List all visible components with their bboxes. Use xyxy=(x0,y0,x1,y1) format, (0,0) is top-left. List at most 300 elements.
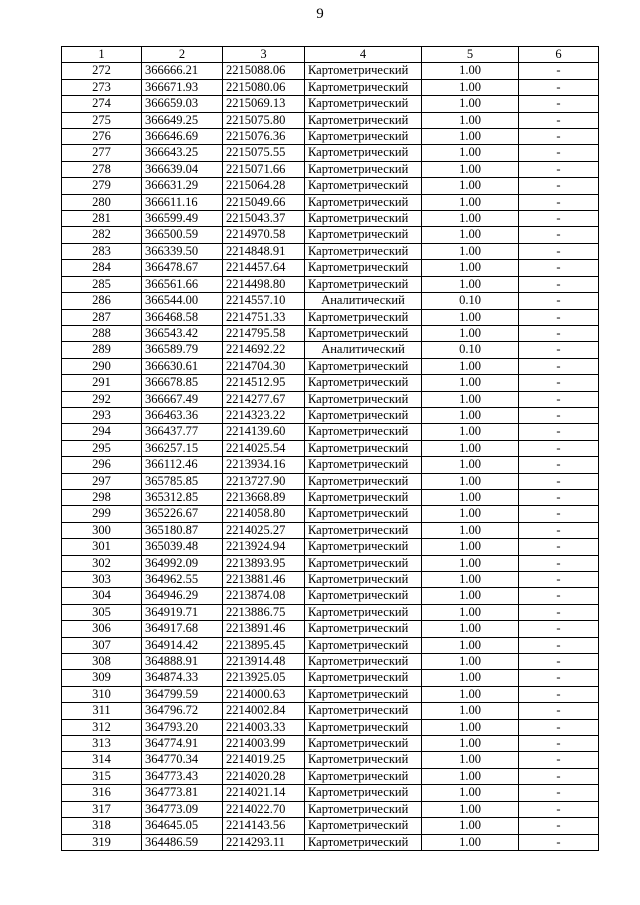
cell-point-number: 310 xyxy=(62,686,142,702)
cell-note: - xyxy=(519,96,599,112)
cell-note: - xyxy=(519,555,599,571)
cell-point-number: 287 xyxy=(62,309,142,325)
cell-accuracy: 1.00 xyxy=(422,572,519,588)
cell-method: Картометрический xyxy=(305,539,422,555)
cell-accuracy: 1.00 xyxy=(422,489,519,505)
cell-accuracy: 1.00 xyxy=(422,539,519,555)
cell-note: - xyxy=(519,211,599,227)
cell-method: Картометрический xyxy=(305,129,422,145)
cell-point-number: 312 xyxy=(62,719,142,735)
header-col-6: 6 xyxy=(519,47,599,63)
table-row xyxy=(62,572,599,588)
table-row xyxy=(62,621,599,637)
cell-method: Картометрический xyxy=(305,79,422,95)
table-row xyxy=(62,391,599,407)
cell-y-coordinate: 2213886.75 xyxy=(223,604,305,620)
cell-point-number: 302 xyxy=(62,555,142,571)
table-row xyxy=(62,670,599,686)
cell-note: - xyxy=(519,637,599,653)
cell-point-number: 293 xyxy=(62,407,142,423)
table-row xyxy=(62,736,599,752)
cell-note: - xyxy=(519,194,599,210)
cell-accuracy: 1.00 xyxy=(422,506,519,522)
cell-method: Картометрический xyxy=(305,325,422,341)
cell-note: - xyxy=(519,457,599,473)
cell-y-coordinate: 2214143.56 xyxy=(223,818,305,834)
cell-accuracy: 1.00 xyxy=(422,588,519,604)
cell-point-number: 317 xyxy=(62,801,142,817)
table-row xyxy=(62,768,599,784)
cell-accuracy: 1.00 xyxy=(422,654,519,670)
cell-x-coordinate: 364919.71 xyxy=(142,604,223,620)
cell-note: - xyxy=(519,309,599,325)
cell-x-coordinate: 364874.33 xyxy=(142,670,223,686)
cell-x-coordinate: 366468.58 xyxy=(142,309,223,325)
cell-y-coordinate: 2214557.10 xyxy=(223,293,305,309)
cell-point-number: 307 xyxy=(62,637,142,653)
cell-accuracy: 1.00 xyxy=(422,96,519,112)
table-row xyxy=(62,96,599,112)
cell-x-coordinate: 366463.36 xyxy=(142,407,223,423)
table-row xyxy=(62,194,599,210)
cell-x-coordinate: 364992.09 xyxy=(142,555,223,571)
cell-method: Картометрический xyxy=(305,604,422,620)
cell-accuracy: 1.00 xyxy=(422,194,519,210)
cell-accuracy: 1.00 xyxy=(422,555,519,571)
cell-note: - xyxy=(519,736,599,752)
table-row xyxy=(62,424,599,440)
cell-point-number: 290 xyxy=(62,358,142,374)
cell-x-coordinate: 366257.15 xyxy=(142,440,223,456)
cell-y-coordinate: 2214512.95 xyxy=(223,375,305,391)
cell-accuracy: 1.00 xyxy=(422,211,519,227)
cell-x-coordinate: 365180.87 xyxy=(142,522,223,538)
cell-method: Картометрический xyxy=(305,424,422,440)
cell-accuracy: 1.00 xyxy=(422,276,519,292)
cell-point-number: 303 xyxy=(62,572,142,588)
cell-point-number: 291 xyxy=(62,375,142,391)
cell-note: - xyxy=(519,161,599,177)
cell-x-coordinate: 364962.55 xyxy=(142,572,223,588)
cell-x-coordinate: 366631.29 xyxy=(142,178,223,194)
cell-point-number: 294 xyxy=(62,424,142,440)
cell-x-coordinate: 366639.04 xyxy=(142,161,223,177)
cell-x-coordinate: 364946.29 xyxy=(142,588,223,604)
cell-method: Картометрический xyxy=(305,358,422,374)
cell-note: - xyxy=(519,440,599,456)
cell-point-number: 316 xyxy=(62,785,142,801)
cell-y-coordinate: 2215071.66 xyxy=(223,161,305,177)
cell-y-coordinate: 2214003.33 xyxy=(223,719,305,735)
cell-x-coordinate: 366611.16 xyxy=(142,194,223,210)
table-row xyxy=(62,276,599,292)
cell-method: Картометрический xyxy=(305,440,422,456)
cell-x-coordinate: 364799.59 xyxy=(142,686,223,702)
table-row xyxy=(62,604,599,620)
cell-method: Аналитический xyxy=(305,342,422,358)
cell-point-number: 297 xyxy=(62,473,142,489)
cell-accuracy: 1.00 xyxy=(422,801,519,817)
cell-y-coordinate: 2214139.60 xyxy=(223,424,305,440)
cell-y-coordinate: 2214323.22 xyxy=(223,407,305,423)
cell-y-coordinate: 2214457.64 xyxy=(223,260,305,276)
cell-point-number: 275 xyxy=(62,112,142,128)
cell-y-coordinate: 2214022.70 xyxy=(223,801,305,817)
cell-point-number: 315 xyxy=(62,768,142,784)
cell-y-coordinate: 2214704.30 xyxy=(223,358,305,374)
cell-y-coordinate: 2214000.63 xyxy=(223,686,305,702)
table-row xyxy=(62,325,599,341)
cell-note: - xyxy=(519,506,599,522)
cell-method: Картометрический xyxy=(305,489,422,505)
table-row xyxy=(62,506,599,522)
cell-accuracy: 1.00 xyxy=(422,686,519,702)
header-col-3: 3 xyxy=(223,47,305,63)
cell-method: Картометрический xyxy=(305,785,422,801)
cell-x-coordinate: 364773.43 xyxy=(142,768,223,784)
cell-x-coordinate: 365226.67 xyxy=(142,506,223,522)
cell-method: Картометрический xyxy=(305,63,422,79)
cell-method: Картометрический xyxy=(305,112,422,128)
cell-point-number: 299 xyxy=(62,506,142,522)
cell-accuracy: 1.00 xyxy=(422,637,519,653)
cell-method: Картометрический xyxy=(305,703,422,719)
cell-y-coordinate: 2214970.58 xyxy=(223,227,305,243)
table-row xyxy=(62,818,599,834)
cell-point-number: 300 xyxy=(62,522,142,538)
table-row xyxy=(62,440,599,456)
cell-accuracy: 1.00 xyxy=(422,260,519,276)
table-row xyxy=(62,785,599,801)
cell-note: - xyxy=(519,654,599,670)
cell-method: Картометрический xyxy=(305,719,422,735)
cell-point-number: 319 xyxy=(62,834,142,850)
coordinates-table xyxy=(61,46,599,851)
cell-accuracy: 1.00 xyxy=(422,473,519,489)
cell-accuracy: 1.00 xyxy=(422,112,519,128)
table-row xyxy=(62,211,599,227)
cell-accuracy: 1.00 xyxy=(422,457,519,473)
cell-y-coordinate: 2214692.22 xyxy=(223,342,305,358)
cell-point-number: 280 xyxy=(62,194,142,210)
cell-note: - xyxy=(519,834,599,850)
cell-y-coordinate: 2214019.25 xyxy=(223,752,305,768)
cell-method: Картометрический xyxy=(305,752,422,768)
cell-accuracy: 1.00 xyxy=(422,719,519,735)
cell-x-coordinate: 366112.46 xyxy=(142,457,223,473)
cell-note: - xyxy=(519,539,599,555)
cell-point-number: 272 xyxy=(62,63,142,79)
table-row xyxy=(62,703,599,719)
cell-note: - xyxy=(519,342,599,358)
cell-point-number: 308 xyxy=(62,654,142,670)
cell-note: - xyxy=(519,407,599,423)
cell-note: - xyxy=(519,801,599,817)
table-row xyxy=(62,473,599,489)
cell-method: Картометрический xyxy=(305,211,422,227)
cell-point-number: 304 xyxy=(62,588,142,604)
cell-point-number: 309 xyxy=(62,670,142,686)
header-col-5: 5 xyxy=(422,47,519,63)
table-row xyxy=(62,79,599,95)
table-row xyxy=(62,293,599,309)
table-row xyxy=(62,112,599,128)
cell-accuracy: 1.00 xyxy=(422,178,519,194)
cell-note: - xyxy=(519,703,599,719)
table-row xyxy=(62,243,599,259)
cell-y-coordinate: 2215075.55 xyxy=(223,145,305,161)
cell-x-coordinate: 366437.77 xyxy=(142,424,223,440)
cell-accuracy: 1.00 xyxy=(422,325,519,341)
table-row xyxy=(62,145,599,161)
cell-x-coordinate: 366500.59 xyxy=(142,227,223,243)
cell-method: Картометрический xyxy=(305,243,422,259)
cell-method: Картометрический xyxy=(305,801,422,817)
cell-x-coordinate: 365785.85 xyxy=(142,473,223,489)
cell-method: Картометрический xyxy=(305,686,422,702)
table-row xyxy=(62,522,599,538)
cell-method: Аналитический xyxy=(305,293,422,309)
cell-point-number: 286 xyxy=(62,293,142,309)
table-row xyxy=(62,260,599,276)
table-row xyxy=(62,358,599,374)
table-row xyxy=(62,555,599,571)
cell-x-coordinate: 366544.00 xyxy=(142,293,223,309)
table-row xyxy=(62,834,599,850)
cell-method: Картометрический xyxy=(305,572,422,588)
page-number: 9 xyxy=(316,6,324,22)
cell-accuracy: 1.00 xyxy=(422,161,519,177)
cell-note: - xyxy=(519,358,599,374)
cell-point-number: 313 xyxy=(62,736,142,752)
table-row xyxy=(62,686,599,702)
cell-y-coordinate: 2214293.11 xyxy=(223,834,305,850)
cell-point-number: 283 xyxy=(62,243,142,259)
cell-method: Картометрический xyxy=(305,309,422,325)
cell-accuracy: 1.00 xyxy=(422,768,519,784)
cell-y-coordinate: 2215069.13 xyxy=(223,96,305,112)
cell-y-coordinate: 2215049.66 xyxy=(223,194,305,210)
cell-accuracy: 1.00 xyxy=(422,736,519,752)
cell-method: Картометрический xyxy=(305,260,422,276)
cell-x-coordinate: 364914.42 xyxy=(142,637,223,653)
cell-note: - xyxy=(519,473,599,489)
cell-point-number: 292 xyxy=(62,391,142,407)
cell-point-number: 284 xyxy=(62,260,142,276)
header-col-1: 1 xyxy=(62,47,142,63)
cell-method: Картометрический xyxy=(305,834,422,850)
cell-method: Картометрический xyxy=(305,161,422,177)
cell-point-number: 282 xyxy=(62,227,142,243)
cell-note: - xyxy=(519,178,599,194)
cell-point-number: 278 xyxy=(62,161,142,177)
cell-point-number: 301 xyxy=(62,539,142,555)
cell-y-coordinate: 2213727.90 xyxy=(223,473,305,489)
table-row xyxy=(62,654,599,670)
cell-point-number: 295 xyxy=(62,440,142,456)
cell-y-coordinate: 2214848.91 xyxy=(223,243,305,259)
cell-x-coordinate: 366678.85 xyxy=(142,375,223,391)
cell-point-number: 288 xyxy=(62,325,142,341)
cell-accuracy: 1.00 xyxy=(422,752,519,768)
cell-x-coordinate: 364773.09 xyxy=(142,801,223,817)
table-body xyxy=(62,63,599,851)
cell-method: Картометрический xyxy=(305,276,422,292)
cell-note: - xyxy=(519,686,599,702)
cell-method: Картометрический xyxy=(305,457,422,473)
cell-y-coordinate: 2214021.14 xyxy=(223,785,305,801)
cell-accuracy: 1.00 xyxy=(422,358,519,374)
cell-x-coordinate: 364888.91 xyxy=(142,654,223,670)
cell-point-number: 298 xyxy=(62,489,142,505)
cell-x-coordinate: 366659.03 xyxy=(142,96,223,112)
cell-accuracy: 1.00 xyxy=(422,440,519,456)
cell-method: Картометрический xyxy=(305,670,422,686)
cell-note: - xyxy=(519,604,599,620)
cell-note: - xyxy=(519,63,599,79)
cell-note: - xyxy=(519,243,599,259)
cell-note: - xyxy=(519,818,599,834)
cell-note: - xyxy=(519,752,599,768)
header-col-4: 4 xyxy=(305,47,422,63)
table-row xyxy=(62,637,599,653)
cell-x-coordinate: 366478.67 xyxy=(142,260,223,276)
cell-accuracy: 1.00 xyxy=(422,818,519,834)
cell-note: - xyxy=(519,293,599,309)
cell-x-coordinate: 366630.61 xyxy=(142,358,223,374)
cell-point-number: 306 xyxy=(62,621,142,637)
cell-note: - xyxy=(519,785,599,801)
cell-note: - xyxy=(519,621,599,637)
cell-y-coordinate: 2214277.67 xyxy=(223,391,305,407)
cell-y-coordinate: 2213924.94 xyxy=(223,539,305,555)
cell-point-number: 277 xyxy=(62,145,142,161)
cell-point-number: 281 xyxy=(62,211,142,227)
cell-note: - xyxy=(519,588,599,604)
cell-y-coordinate: 2215088.06 xyxy=(223,63,305,79)
cell-method: Картометрический xyxy=(305,407,422,423)
cell-note: - xyxy=(519,145,599,161)
cell-point-number: 296 xyxy=(62,457,142,473)
cell-x-coordinate: 366339.50 xyxy=(142,243,223,259)
cell-method: Картометрический xyxy=(305,522,422,538)
cell-accuracy: 1.00 xyxy=(422,407,519,423)
cell-x-coordinate: 364773.81 xyxy=(142,785,223,801)
cell-y-coordinate: 2213893.95 xyxy=(223,555,305,571)
cell-method: Картометрический xyxy=(305,768,422,784)
cell-y-coordinate: 2214025.54 xyxy=(223,440,305,456)
table-header xyxy=(62,47,599,63)
cell-x-coordinate: 364793.20 xyxy=(142,719,223,735)
cell-accuracy: 1.00 xyxy=(422,785,519,801)
cell-point-number: 273 xyxy=(62,79,142,95)
cell-method: Картометрический xyxy=(305,178,422,194)
cell-method: Картометрический xyxy=(305,375,422,391)
cell-x-coordinate: 366666.21 xyxy=(142,63,223,79)
cell-accuracy: 1.00 xyxy=(422,129,519,145)
cell-method: Картометрический xyxy=(305,506,422,522)
cell-y-coordinate: 2215076.36 xyxy=(223,129,305,145)
cell-x-coordinate: 366649.25 xyxy=(142,112,223,128)
cell-x-coordinate: 364770.34 xyxy=(142,752,223,768)
cell-accuracy: 1.00 xyxy=(422,424,519,440)
cell-x-coordinate: 366561.66 xyxy=(142,276,223,292)
cell-y-coordinate: 2214025.27 xyxy=(223,522,305,538)
cell-x-coordinate: 364486.59 xyxy=(142,834,223,850)
cell-y-coordinate: 2213934.16 xyxy=(223,457,305,473)
cell-note: - xyxy=(519,391,599,407)
cell-y-coordinate: 2214751.33 xyxy=(223,309,305,325)
cell-accuracy: 1.00 xyxy=(422,79,519,95)
table-row xyxy=(62,129,599,145)
cell-note: - xyxy=(519,260,599,276)
cell-accuracy: 1.00 xyxy=(422,309,519,325)
cell-y-coordinate: 2214003.99 xyxy=(223,736,305,752)
cell-note: - xyxy=(519,375,599,391)
cell-point-number: 314 xyxy=(62,752,142,768)
cell-note: - xyxy=(519,489,599,505)
cell-point-number: 279 xyxy=(62,178,142,194)
cell-point-number: 318 xyxy=(62,818,142,834)
cell-y-coordinate: 2213925.05 xyxy=(223,670,305,686)
cell-x-coordinate: 366643.25 xyxy=(142,145,223,161)
cell-x-coordinate: 366599.49 xyxy=(142,211,223,227)
cell-note: - xyxy=(519,325,599,341)
cell-method: Картометрический xyxy=(305,555,422,571)
cell-accuracy: 1.00 xyxy=(422,703,519,719)
cell-accuracy: 1.00 xyxy=(422,375,519,391)
cell-accuracy: 1.00 xyxy=(422,145,519,161)
cell-method: Картометрический xyxy=(305,194,422,210)
cell-method: Картометрический xyxy=(305,227,422,243)
cell-y-coordinate: 2214058.80 xyxy=(223,506,305,522)
cell-accuracy: 1.00 xyxy=(422,834,519,850)
cell-note: - xyxy=(519,424,599,440)
cell-x-coordinate: 364796.72 xyxy=(142,703,223,719)
header-col-2: 2 xyxy=(142,47,223,63)
cell-accuracy: 0.10 xyxy=(422,293,519,309)
header-row xyxy=(62,47,599,63)
cell-x-coordinate: 366589.79 xyxy=(142,342,223,358)
cell-accuracy: 1.00 xyxy=(422,63,519,79)
cell-method: Картометрический xyxy=(305,473,422,489)
cell-y-coordinate: 2213891.46 xyxy=(223,621,305,637)
table-row xyxy=(62,178,599,194)
cell-method: Картометрический xyxy=(305,736,422,752)
cell-method: Картометрический xyxy=(305,588,422,604)
cell-y-coordinate: 2213668.89 xyxy=(223,489,305,505)
cell-x-coordinate: 364645.05 xyxy=(142,818,223,834)
cell-x-coordinate: 366667.49 xyxy=(142,391,223,407)
cell-y-coordinate: 2214498.80 xyxy=(223,276,305,292)
table-row xyxy=(62,801,599,817)
table-row xyxy=(62,375,599,391)
table-row xyxy=(62,588,599,604)
table-row xyxy=(62,489,599,505)
cell-accuracy: 1.00 xyxy=(422,621,519,637)
cell-x-coordinate: 365039.48 xyxy=(142,539,223,555)
cell-method: Картометрический xyxy=(305,621,422,637)
cell-y-coordinate: 2214020.28 xyxy=(223,768,305,784)
cell-accuracy: 1.00 xyxy=(422,391,519,407)
cell-y-coordinate: 2213914.48 xyxy=(223,654,305,670)
cell-point-number: 276 xyxy=(62,129,142,145)
cell-accuracy: 1.00 xyxy=(422,670,519,686)
cell-method: Картометрический xyxy=(305,654,422,670)
cell-x-coordinate: 365312.85 xyxy=(142,489,223,505)
table-row xyxy=(62,342,599,358)
cell-accuracy: 0.10 xyxy=(422,342,519,358)
